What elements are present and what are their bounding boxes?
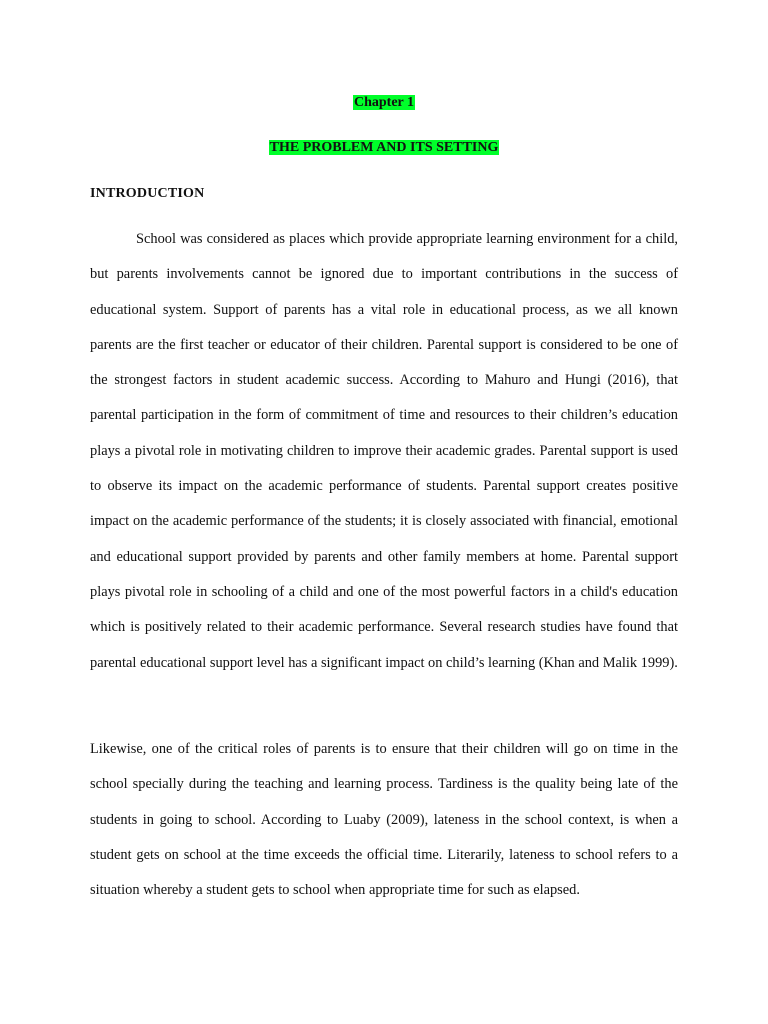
chapter-title-line [0, 140, 768, 156]
chapter-label: Chapter 1 [353, 95, 415, 110]
paragraph-1: School was considered as places which provide appropriate learning environment for a child, but parents involvements cannot be ignored due to important contributions in the success of educational system. Support of parents has a vital role in educational process, as we all known parents are the first teacher or educator of their children. Parental support is considered to be one of the strongest factors in student academic success. According to Mahuro and Hungi (2016), that parental participation in the form of commitment of time and resources to their children’s education plays a pivotal role in motivating children to improve their academic grades. Parental support is used to observe its impact on the academic performance of students. Parental support creates positive impact on the academic performance of the students; it is closely associated with financial, emotional and educational support provided by parents and other family members at home. Parental support plays pivotal role in schooling of a child and one of the most powerful factors in a child's education which is positively related to their academic performance. Several research studies have found that parental educational support level has a significant impact on child’s learning (Khan and Malik 1999). [90, 231, 678, 671]
paragraph-2: Likewise, one of the critical roles of parents is to ensure that their children will go on time in the school specially during the teaching and learning process. Tardiness is the quality being late of the students in going to school. According to Luaby (2009), lateness in the school context, is when a student gets on school at the time exceeds the official time. Literarily, lateness to school refers to a situation whereby a student gets to school when appropriate time for such as elapsed. [90, 741, 678, 899]
section-heading: INTRODUCTION [90, 186, 205, 201]
chapter-label-line [0, 95, 768, 111]
chapter-title: THE PROBLEM AND ITS SETTING [269, 140, 499, 155]
